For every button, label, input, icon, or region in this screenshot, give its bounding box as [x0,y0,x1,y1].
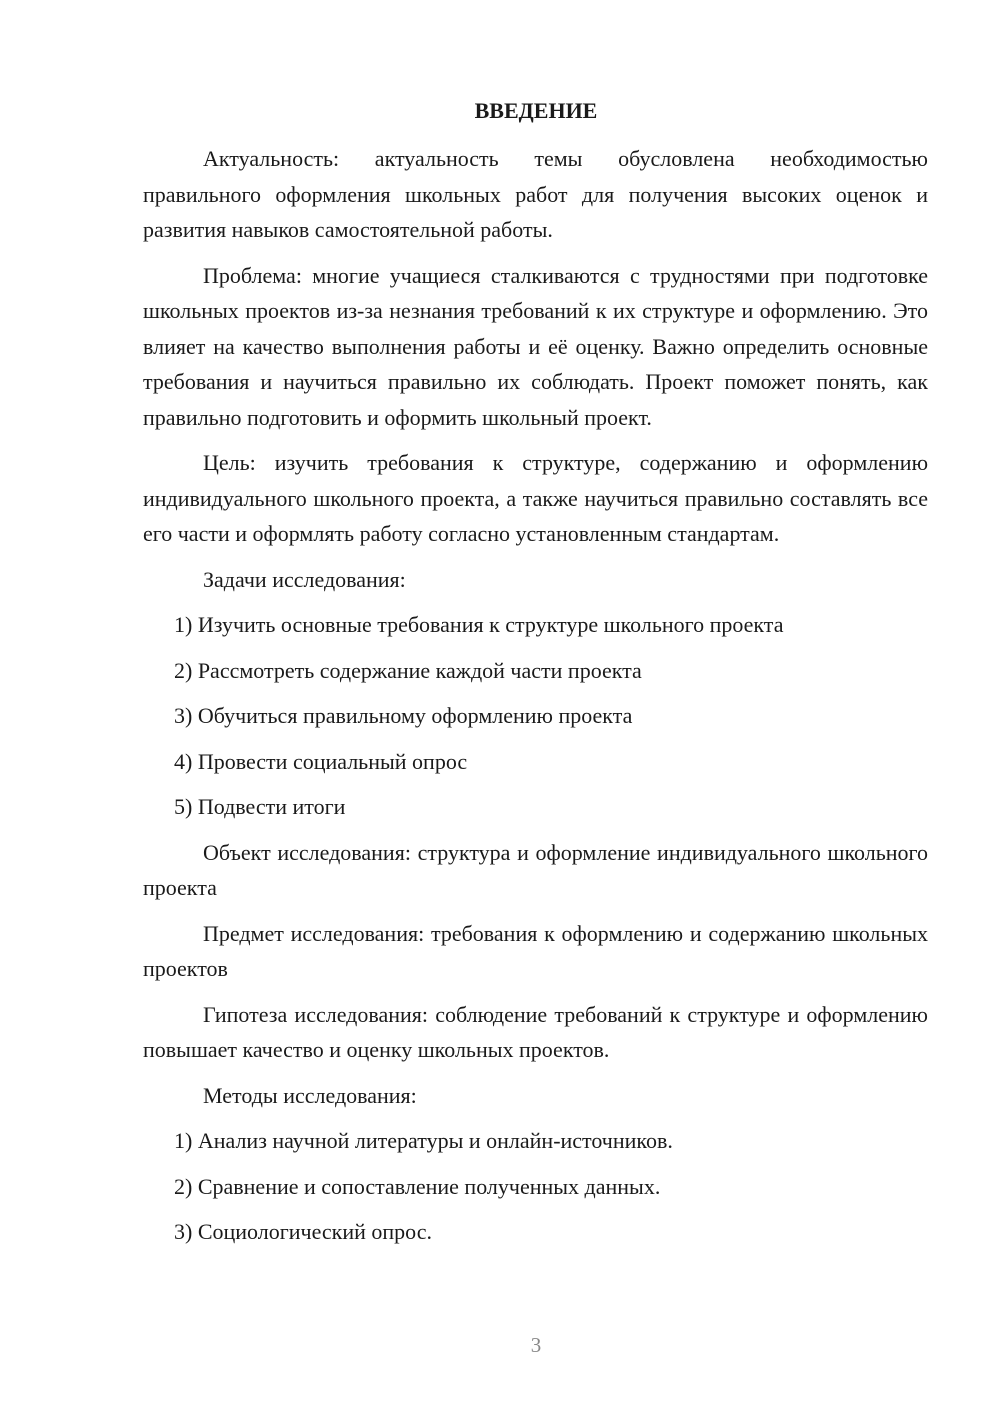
method-item-3: 3) Социологический опрос. [174,1219,432,1244]
hypothesis-paragraph: Гипотеза исследования: соблюдение требований к структуре и оформлению повышает качество и оценку школьных проектов. [143,1001,928,1062]
relevance-paragraph: Актуальность: актуальность темы обусловлена необходимостью правильного оформления школьных работ для получения высоких оценок и развития навыков самостоятельной работы. [143,146,928,242]
goal-paragraph: Цель: изучить требования к структуре, содержанию и оформлению индивидуального школьного проекта, а также научиться правильно составлять все его части и оформлять работу согласно установленным стандартам. [143,450,928,546]
page-title: ВВЕДЕНИЕ [474,98,598,123]
task-item-3: 3) Обучиться правильному оформлению проекта [174,703,633,728]
methods-title: Методы исследования: [203,1082,417,1108]
method-item-1: 1) Анализ научной литературы и онлайн-источников. [174,1128,673,1153]
problem-paragraph: Проблема: многие учащиеся сталкиваются с трудностями при подготовке школьных проектов из-за незнания требований к их структуре и оформлению. Это влияет на качество выполнения работы и её оценку. Важно определить основные требования и научиться правильно их соблюдать. Проект поможет понять, как правильно подготовить и оформить школьный проект. [143,262,928,430]
object-paragraph: Объект исследования: структура и оформление индивидуального школьного проекта [143,839,928,900]
task-item-4: 4) Провести социальный опрос [174,748,468,774]
method-item-2: 2) Сравнение и сопоставление полученных данных. [174,1173,661,1199]
page-number: 3 [530,1333,542,1357]
task-item-2: 2) Рассмотреть содержание каждой части проекта [174,657,642,683]
document-body [143,141,928,1260]
task-item-1: 1) Изучить основные требования к структуре школьного проекта [174,612,784,637]
task-item-5: 5) Подвести итоги [174,794,346,819]
subject-paragraph: Предмет исследования: требования к оформлению и содержанию школьных проектов [143,920,928,981]
tasks-title: Задачи исследования: [203,566,406,592]
